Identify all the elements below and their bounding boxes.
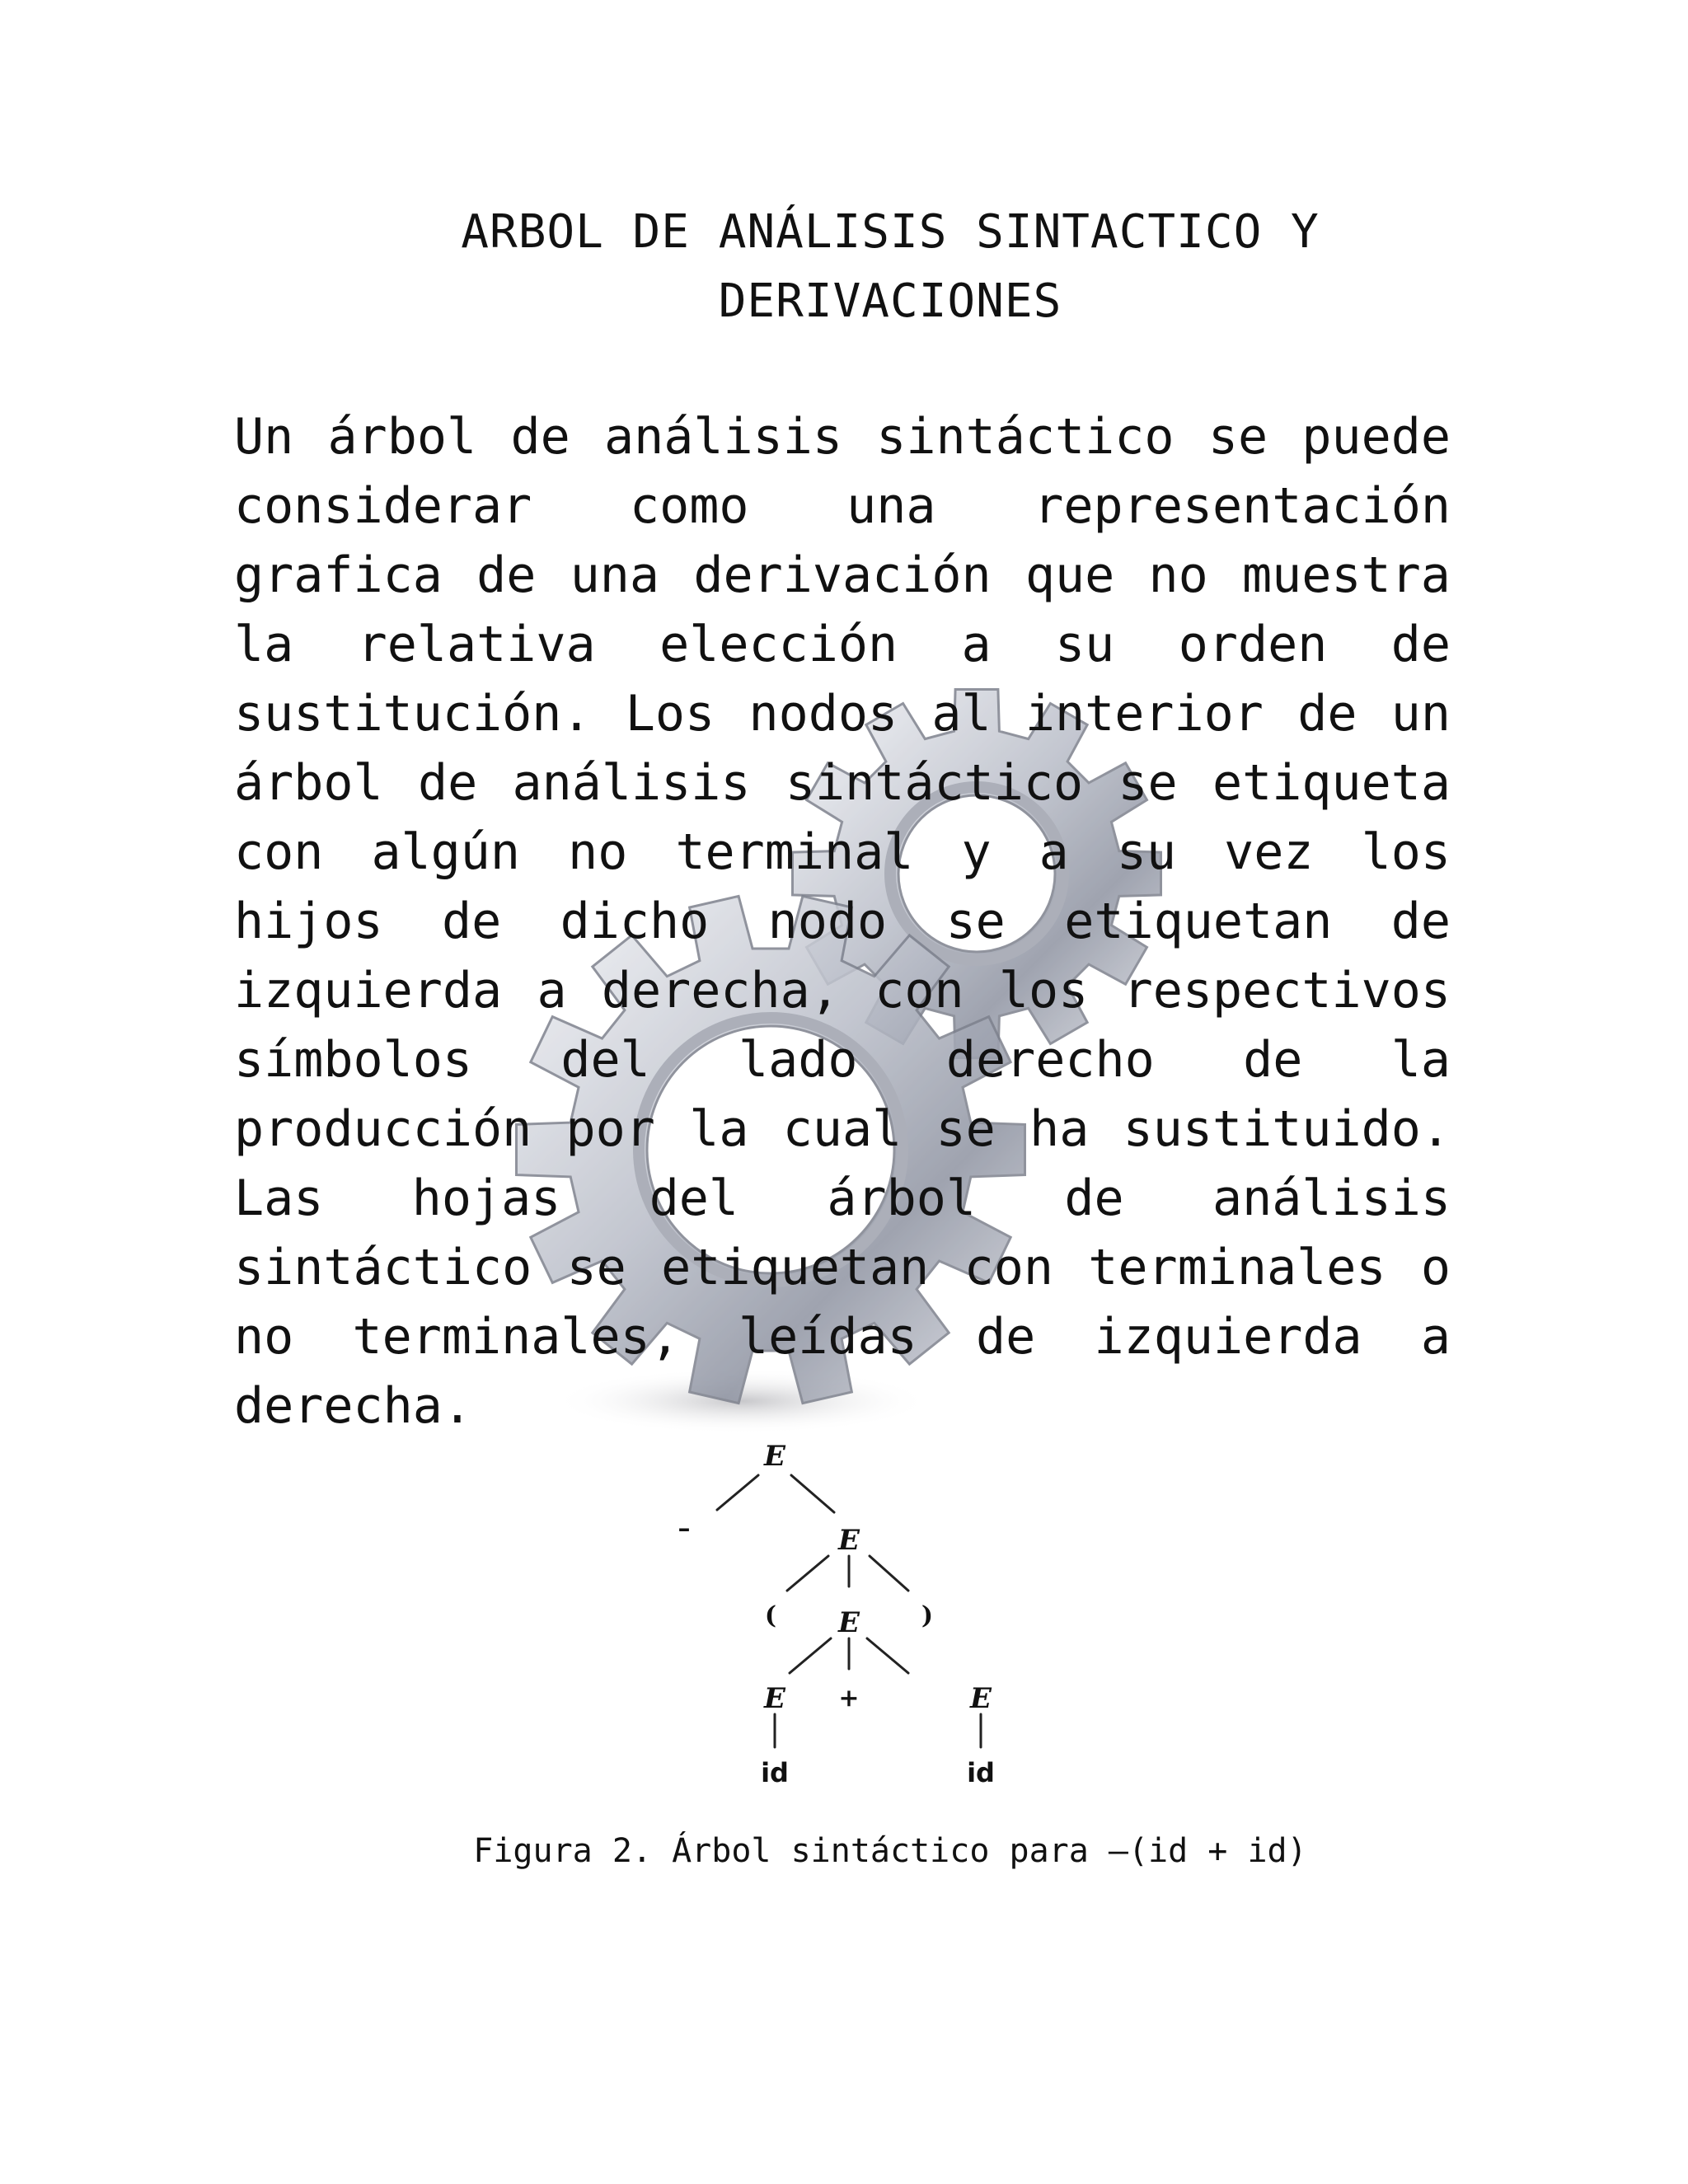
paragraph-word: etiquetan	[661, 1239, 930, 1296]
tree-edge	[870, 1556, 908, 1591]
paragraph-word: se	[566, 1239, 626, 1296]
tree-node-e3: E	[838, 1606, 860, 1639]
paragraph-word: análisis	[604, 408, 842, 466]
paragraph-word: terminales	[1088, 1239, 1386, 1296]
paragraph-word: vez	[1224, 823, 1314, 881]
paragraph-word: sintáctico	[876, 408, 1175, 466]
paragraph-word: de	[417, 754, 478, 812]
paragraph-word: a	[537, 962, 567, 1019]
paragraph-word: con	[874, 962, 964, 1019]
paragraph-word: se	[935, 1100, 996, 1158]
paragraph-word: nodos	[748, 685, 898, 743]
paragraph-line	[234, 1302, 1451, 1371]
paragraph-word: derecho	[945, 1031, 1155, 1089]
paragraph-word: Un	[234, 408, 294, 466]
paragraph-word: de	[442, 893, 502, 950]
paragraph-word: de	[1297, 685, 1357, 743]
paragraph-word: cual	[782, 1100, 903, 1158]
paragraph-word: respectivos	[1123, 962, 1451, 1019]
paragraph-word: la	[1390, 1031, 1451, 1089]
paragraph-word: sintáctico	[785, 754, 1084, 812]
paragraph-word: con	[234, 823, 324, 881]
title-line-2: DERIVACIONES	[718, 274, 1062, 328]
paragraph-word: los	[998, 962, 1089, 1019]
tree-node-e5: E	[970, 1682, 992, 1715]
paragraph-line	[234, 610, 1451, 679]
paragraph-line	[234, 956, 1451, 1025]
tree-node-e2: E	[838, 1524, 860, 1557]
paragraph-word: del	[649, 1169, 739, 1227]
paragraph-word: ha	[1029, 1100, 1090, 1158]
tree-node-root: E	[764, 1440, 785, 1473]
paragraph-word: y	[961, 823, 992, 881]
paragraph-word: de	[1390, 893, 1451, 950]
paragraph-word: relativa	[357, 616, 596, 673]
paragraph-word: un	[1390, 685, 1451, 743]
tree-node-e4: E	[764, 1682, 785, 1715]
tree-edge	[787, 1556, 828, 1591]
paragraph-word: de	[1243, 1031, 1303, 1089]
paragraph-word: interior	[1025, 685, 1264, 743]
paragraph-word: sustitución.	[234, 685, 592, 743]
paragraph-word: al	[931, 685, 992, 743]
paragraph-word: dicho	[560, 893, 710, 950]
paragraph-word: que	[1025, 546, 1115, 604]
paragraph-line	[234, 818, 1451, 887]
paragraph-word: o	[1420, 1239, 1451, 1296]
paragraph-word: árbol	[234, 754, 383, 812]
paragraph-word: sustituido.	[1123, 1100, 1451, 1158]
paragraph-word: algún	[371, 823, 521, 881]
paragraph-word: a	[1420, 1308, 1451, 1366]
paragraph-word: hijos	[234, 893, 383, 950]
paragraph-word: la	[689, 1100, 749, 1158]
paragraph-word: lado	[738, 1031, 858, 1089]
tree-edge	[867, 1638, 908, 1673]
paragraph-line	[234, 1094, 1451, 1164]
paragraph-word: derecha.	[234, 1377, 472, 1435]
paragraph-word: con	[964, 1239, 1053, 1296]
tree-node-plus: +	[838, 1684, 860, 1713]
paragraph-word: del	[560, 1031, 650, 1089]
paragraph-word: hojas	[411, 1169, 561, 1227]
paragraph-word: representación	[1034, 477, 1451, 535]
tree-edge	[791, 1475, 834, 1512]
paragraph-word: se	[1207, 408, 1268, 466]
paragraph-word: etiqueta	[1212, 754, 1451, 812]
title-line-1: ARBOL DE ANÁLISIS SINTACTICO Y	[461, 205, 1320, 259]
paragraph-line	[234, 1025, 1451, 1094]
paragraph-word: se	[1118, 754, 1178, 812]
tree-node-lparen: (	[764, 1601, 777, 1630]
paragraph-word: árbol	[827, 1169, 977, 1227]
tree-node-minus: –	[678, 1514, 691, 1543]
paragraph-word: no	[1148, 546, 1208, 604]
paragraph-word: nodo	[767, 893, 888, 950]
paragraph-word: puede	[1301, 408, 1451, 466]
paragraph-word: considerar	[234, 477, 532, 535]
paragraph-line	[234, 541, 1451, 610]
parse-tree-figure	[643, 1434, 1039, 1830]
paragraph-word: derecha,	[601, 962, 840, 1019]
paragraph-word: izquierda	[234, 962, 503, 1019]
paragraph-word: de	[1064, 1169, 1124, 1227]
paragraph-word: análisis	[1212, 1169, 1451, 1227]
paragraph-word: su	[1055, 616, 1115, 673]
paragraph-word: los	[1361, 823, 1451, 881]
paragraph-word: de	[510, 408, 570, 466]
paragraph-line	[234, 1233, 1451, 1302]
paragraph-word: símbolos	[234, 1031, 472, 1089]
paragraph-line	[234, 402, 1451, 471]
paragraph-line	[234, 679, 1451, 748]
paragraph-word: elección	[659, 616, 898, 673]
paragraph-word: la	[234, 616, 294, 673]
paragraph-line	[234, 471, 1451, 541]
paragraph-word: no	[234, 1308, 294, 1366]
tree-leaf-id-1: id	[761, 1757, 789, 1788]
paragraph-line	[234, 1371, 1451, 1441]
paragraph-word: no	[568, 823, 628, 881]
paragraph-word: una	[846, 477, 936, 535]
paragraph-word: árbol	[327, 408, 477, 466]
page-title	[231, 198, 1550, 336]
paragraph-word: Las	[234, 1169, 324, 1227]
paragraph-word: Los	[625, 685, 715, 743]
paragraph-word: muestra	[1242, 546, 1451, 604]
figure-caption: Figura 2. Árbol sintáctico para –(id + id)	[473, 1832, 1307, 1870]
tree-node-rparen: )	[921, 1601, 934, 1630]
paragraph-word: sintáctico	[234, 1239, 532, 1296]
paragraph-word: a	[961, 616, 992, 673]
paragraph-word: derivación	[693, 546, 992, 604]
paragraph-word: terminal	[675, 823, 914, 881]
paragraph-word: como	[629, 477, 749, 535]
paragraph-word: terminales,	[352, 1308, 680, 1366]
tree-leaf-id-2: id	[967, 1757, 995, 1788]
paragraph-word: etiquetan	[1064, 893, 1333, 950]
paragraph-word: orden	[1178, 616, 1328, 673]
paragraph-word: de	[976, 1308, 1036, 1366]
paragraph-word: producción	[234, 1100, 532, 1158]
paragraph-word: grafica	[234, 546, 443, 604]
paragraph-word: leídas	[738, 1308, 917, 1366]
paragraph-line	[234, 887, 1451, 956]
paragraph-word: izquierda	[1094, 1308, 1362, 1366]
paragraph-word: se	[945, 893, 1006, 950]
paragraph-word: de	[1390, 616, 1451, 673]
paragraph-word: por	[565, 1100, 655, 1158]
tree-edge	[717, 1475, 758, 1510]
paragraph-line	[234, 748, 1451, 818]
paragraph-word: análisis	[512, 754, 751, 812]
paragraph-word: a	[1039, 823, 1069, 881]
paragraph-word: una	[570, 546, 660, 604]
paragraph-line	[234, 1164, 1451, 1233]
body-paragraph	[234, 402, 1451, 1441]
paragraph-word: su	[1116, 823, 1177, 881]
paragraph-word: de	[476, 546, 537, 604]
tree-edge	[790, 1638, 831, 1673]
